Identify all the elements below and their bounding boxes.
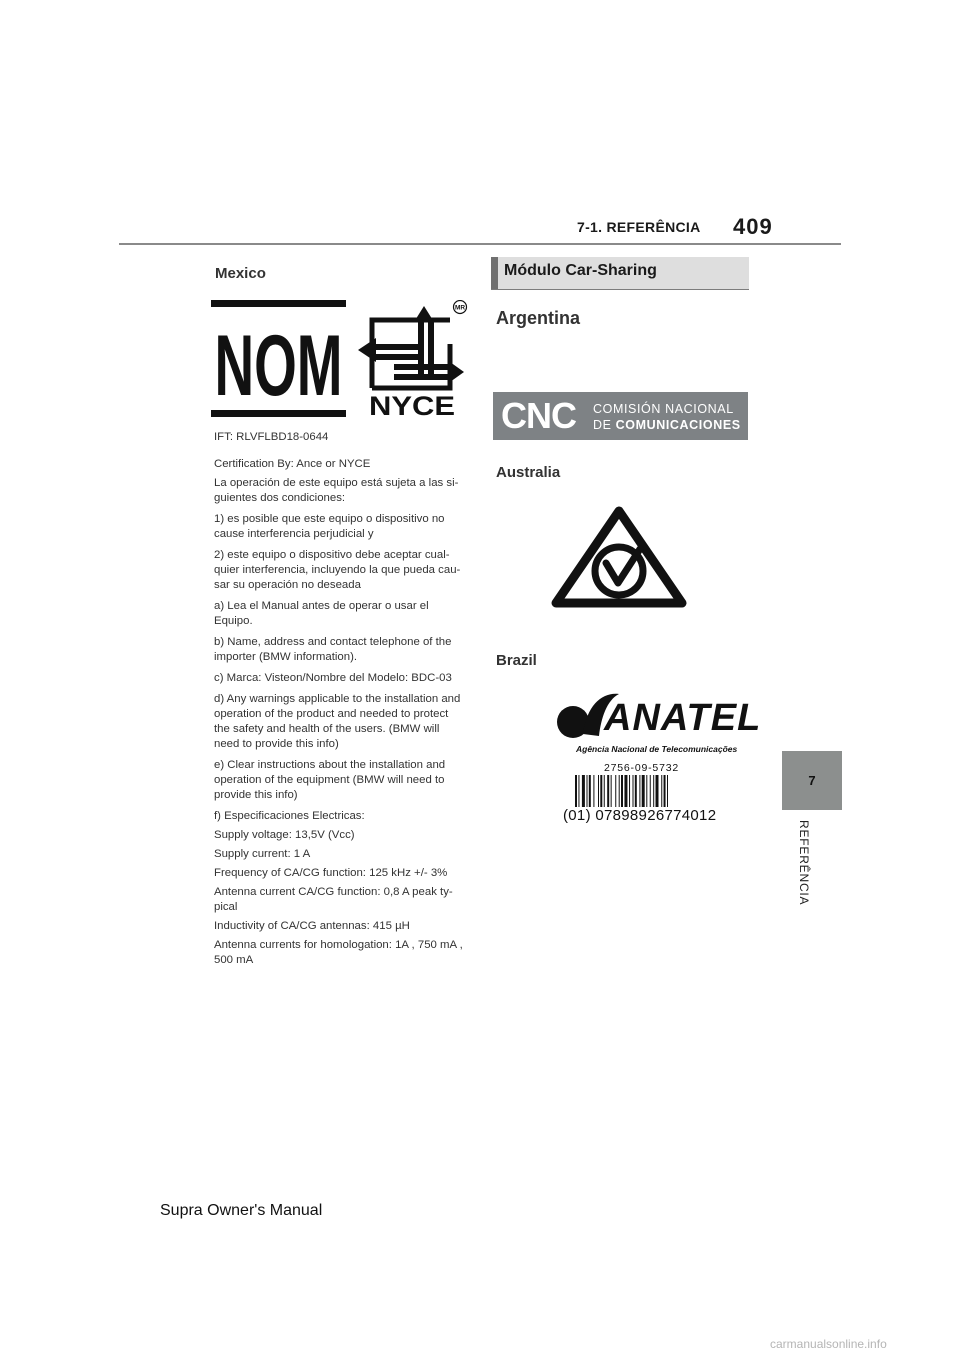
barcode-bar	[575, 775, 577, 807]
barcode-bar	[589, 775, 591, 807]
header-divider	[119, 243, 841, 245]
barcode-bar	[604, 775, 605, 807]
barcode-bar	[629, 775, 630, 807]
section-title: Módulo Car-Sharing	[504, 262, 657, 279]
barcode-bar	[619, 775, 620, 807]
barcode-bar	[593, 775, 594, 807]
nyce-logo-text: NYCE	[369, 391, 455, 418]
barcode-bar	[664, 775, 666, 807]
paragraph: Antenna current CA/CG function: 0,8 A peak ty-pical	[214, 886, 453, 913]
paragraph: b) Name, address and contact telephone of the importer (BMW information).	[214, 636, 452, 663]
paragraph: a) Lea el Manual antes de operar o usar el Equipo.	[214, 600, 429, 627]
paragraph: Inductivity of CA/CG antennas: 415 µH	[214, 920, 410, 932]
cnc-logo	[493, 392, 748, 440]
anatel-subtitle: Agência Nacional de Telecomunicações	[576, 744, 738, 754]
paragraph: 2) este equipo o dispositivo debe aceptar cual-quier interferencia, incluyendo la que pueda cau-sar su operación no deseada	[214, 549, 461, 591]
cnc-logo-line2-bold: COMUNICACIONES	[615, 418, 741, 432]
barcode-bar	[607, 775, 609, 807]
cnc-logo-line2	[593, 418, 741, 432]
barcode-bar	[642, 775, 645, 807]
barcode-bar	[615, 775, 616, 807]
barcode-bar	[650, 775, 651, 807]
chapter-label: REFERÊNCIA	[797, 820, 811, 906]
barcode-bar	[635, 775, 637, 807]
nom-logo	[211, 300, 346, 417]
paragraph: d) Any warnings applicable to the installation and operation of the product and needed to protect the safety and health of the users. (BMW will need to provide this info)	[214, 693, 461, 750]
mr-mark: MR	[454, 304, 466, 312]
barcode-bar	[667, 775, 668, 807]
anatel-code: 2756-09-5732	[604, 762, 679, 774]
paragraph: 1) es posible que este equipo o dispositivo no cause interferencia perjudicial y	[214, 513, 445, 540]
section-title-bar	[491, 257, 749, 290]
anatel-logo-text: ANATEL	[604, 697, 762, 739]
cnc-logo-mark: CNC	[501, 395, 576, 436]
argentina-heading: Argentina	[496, 308, 581, 328]
barcode-bar	[621, 775, 623, 807]
paragraph: Antenna currents for homologation: 1A , 750 mA , 500 mA	[214, 939, 463, 966]
chapter-number: 7	[808, 773, 816, 788]
mexico-heading: Mexico	[215, 265, 266, 282]
paragraph: Frequency of CA/CG function: 125 kHz +/- 3%	[214, 867, 448, 879]
barcode-bar	[598, 775, 599, 807]
brazil-heading: Brazil	[496, 652, 537, 669]
section-heading: 7-1. REFERÊNCIA	[577, 219, 701, 235]
cnc-logo-line1: COMISIÓN NACIONAL	[593, 402, 734, 416]
barcode-bar	[600, 775, 602, 807]
barcode-bar	[582, 775, 585, 807]
nom-logo-text: NOM	[214, 318, 343, 414]
section-title-accent	[491, 257, 498, 289]
australia-heading: Australia	[496, 464, 561, 481]
paragraph: La operación de este equipo está sujeta a las si-guientes dos condiciones:	[214, 477, 459, 504]
paragraph: Supply current: 1 A	[214, 848, 311, 860]
rcm-check-icon	[550, 505, 688, 609]
barcode-bar	[653, 775, 654, 807]
nyce-logo	[354, 300, 469, 418]
barcode-bar	[656, 775, 659, 807]
page-number: 409	[733, 214, 773, 239]
paragraph: Supply voltage: 13,5V (Vcc)	[214, 829, 355, 841]
cnc-logo-line2-prefix: DE	[593, 418, 616, 432]
paragraph: Certification By: Ance or NYCE	[214, 458, 371, 470]
watermark: carmanualsonline.info	[770, 1337, 887, 1351]
manual-title: Supra Owner's Manual	[160, 1202, 323, 1219]
paragraph: c) Marca: Visteon/Nombre del Modelo: BDC-03	[214, 672, 452, 684]
barcode-bar	[639, 775, 640, 807]
barcode-bar	[611, 775, 612, 807]
mexico-body-text	[214, 430, 466, 974]
chapter-tab[interactable]	[782, 751, 842, 810]
barcode-bar	[578, 775, 579, 807]
paragraph: IFT: RLVFLBD18-0644	[214, 431, 329, 443]
barcode-bar	[624, 775, 627, 807]
barcode	[575, 775, 700, 807]
barcode-bar	[633, 775, 634, 807]
paragraph: f) Especificaciones Electricas:	[214, 810, 365, 822]
paragraph: e) Clear instructions about the installation and operation of the equipment (BMW will need to provide this info)	[214, 759, 446, 801]
barcode-bar	[661, 775, 662, 807]
barcode-bar	[646, 775, 647, 807]
barcode-number: (01) 07898926774012	[563, 807, 717, 824]
barcode-bar	[587, 775, 588, 807]
